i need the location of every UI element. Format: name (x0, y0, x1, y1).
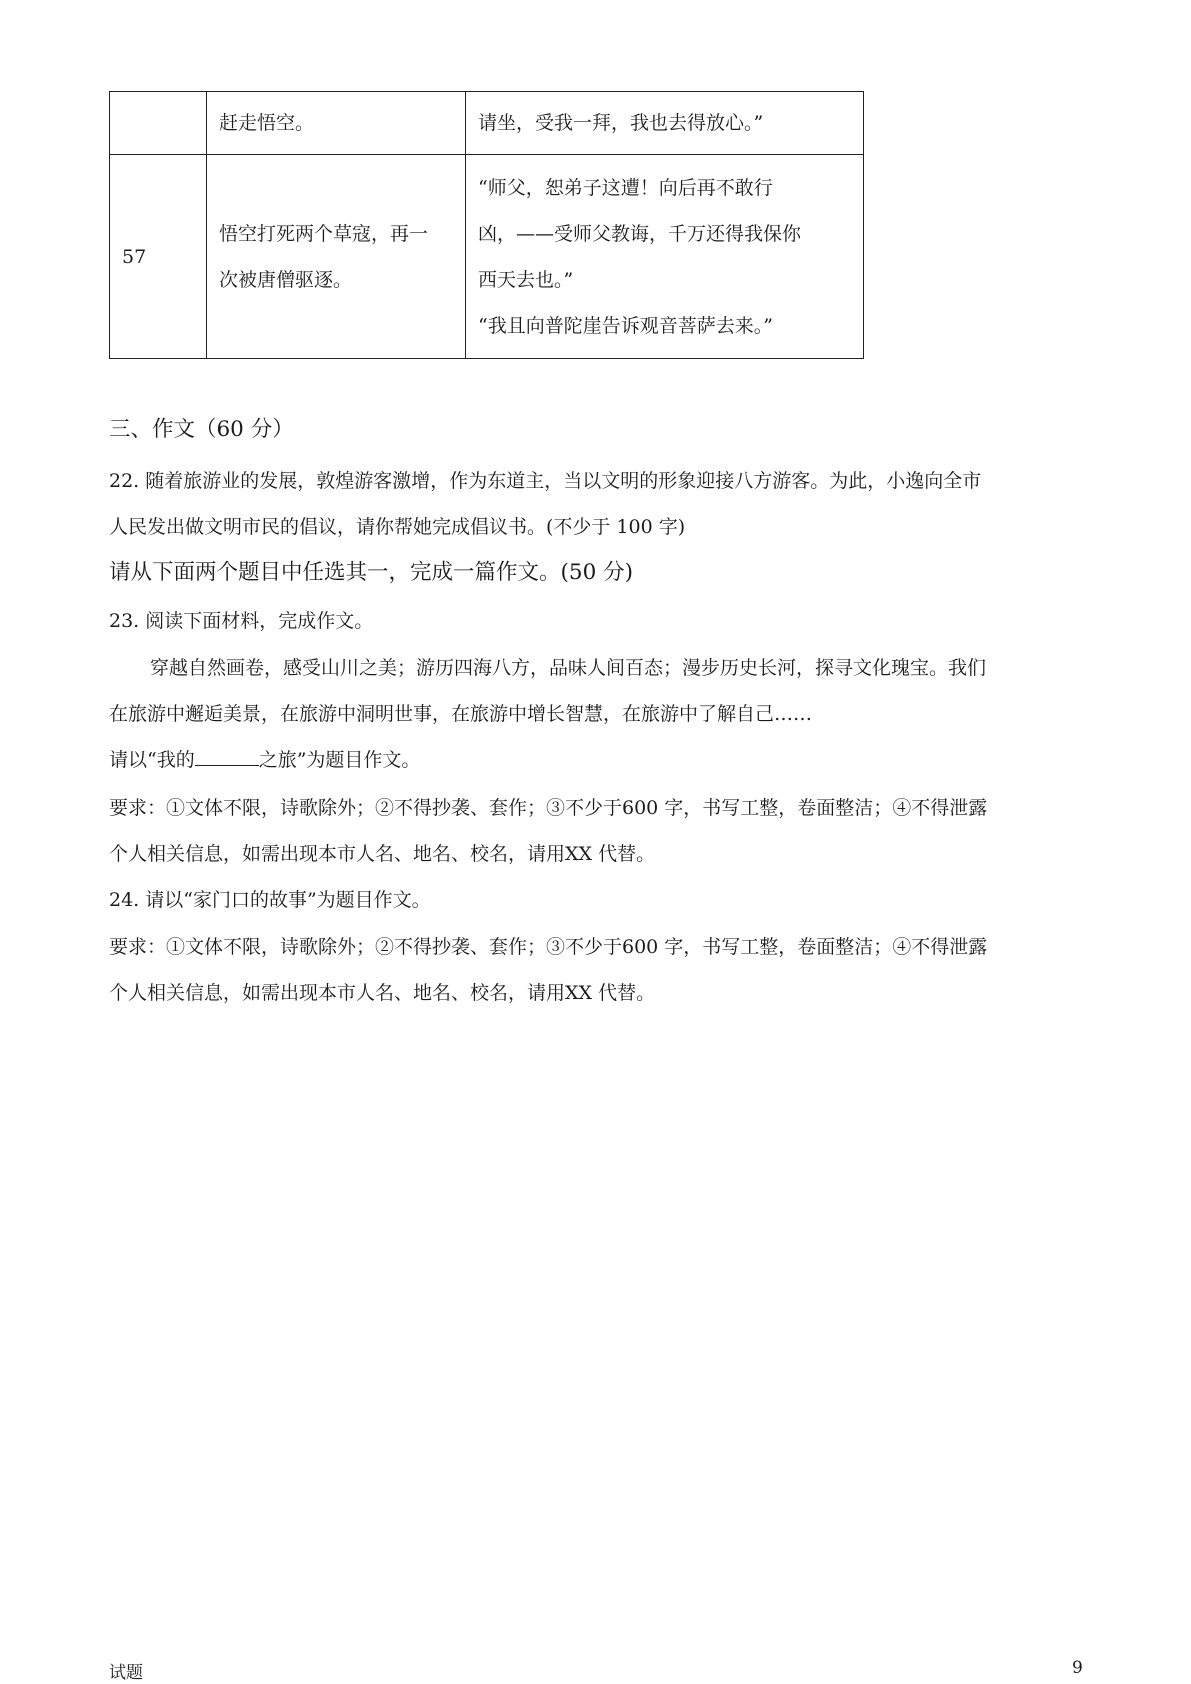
q24-title: 24. 请以“家门口的故事”为题目作文。 (109, 889, 431, 911)
event-line: 悟空打死两个草寇，再一 (219, 222, 429, 245)
table-cell-chapter: 57 (110, 155, 207, 359)
q24-requirements-line2: 个人相关信息，如需出现本市人名、地名、校名，请用XX 代替。 (109, 982, 656, 1004)
quote-line: “师父，恕弟子这遭！向后再不敢行 (478, 176, 773, 199)
fill-in-blank (195, 747, 259, 766)
event-text: 赶走悟空。 (219, 112, 315, 134)
q23-requirements-line2: 个人相关信息，如需出现本市人名、地名、校名，请用XX 代替。 (109, 843, 656, 865)
q23-prompt (109, 746, 420, 774)
q23-requirements-line1: 要求：①文体不限，诗歌除外；②不得抄袭、套作；③不少于600 字，书写工整，卷面整洁；④不得泄露 (109, 797, 988, 819)
quote-line: 西天去也。” (478, 268, 574, 291)
table-cell-event (207, 92, 466, 155)
page-number: 9 (1072, 1658, 1083, 1678)
story-table (109, 91, 864, 359)
event-line: 次被唐僧驱逐。 (219, 268, 353, 291)
table-cell-chapter (110, 92, 207, 155)
q22-line1: 22. 随着旅游业的发展，敦煌游客激增，作为东道主，当以文明的形象迎接八方游客。为此，小逸向全市 (109, 470, 982, 492)
table-cell-quote (466, 155, 864, 359)
table-cell-quote (466, 92, 864, 155)
prompt-before: 请以“我的 (109, 749, 195, 771)
section-heading: 三、作文（60 分） (109, 417, 294, 442)
q23-material-line2: 在旅游中邂逅美景，在旅游中洞明世事，在旅游中增长智慧，在旅游中了解自己…… (109, 703, 813, 725)
footer-label: 试题 (109, 1663, 143, 1683)
q22-line2: 人民发出做文明市民的倡议，请你帮她完成倡议书。(不少于 100 字) (109, 516, 686, 538)
table-row (110, 155, 864, 359)
prompt-after: 之旅”为题目作文。 (258, 749, 421, 771)
choose-instruction: 请从下面两个题目中任选其一，完成一篇作文。(50 分) (109, 560, 633, 585)
quote-line: “我且向普陀崖告诉观音菩萨去来。” (478, 314, 773, 337)
quote-line: 请坐，受我一拜，我也去得放心。” (478, 112, 764, 134)
table-cell-event (207, 155, 466, 359)
table-row (110, 92, 864, 155)
q24-requirements-line1: 要求：①文体不限，诗歌除外；②不得抄袭、套作；③不少于600 字，书写工整，卷面整洁；④不得泄露 (109, 936, 988, 958)
quote-line: 凶，——受师父教诲，千万还得我保你 (478, 222, 802, 245)
q23-title: 23. 阅读下面材料，完成作文。 (109, 610, 374, 632)
q23-material-line1: 穿越自然画卷，感受山川之美；游历四海八方，品味人间百态；漫步历史长河，探寻文化瑰宝。我们 (150, 657, 987, 679)
